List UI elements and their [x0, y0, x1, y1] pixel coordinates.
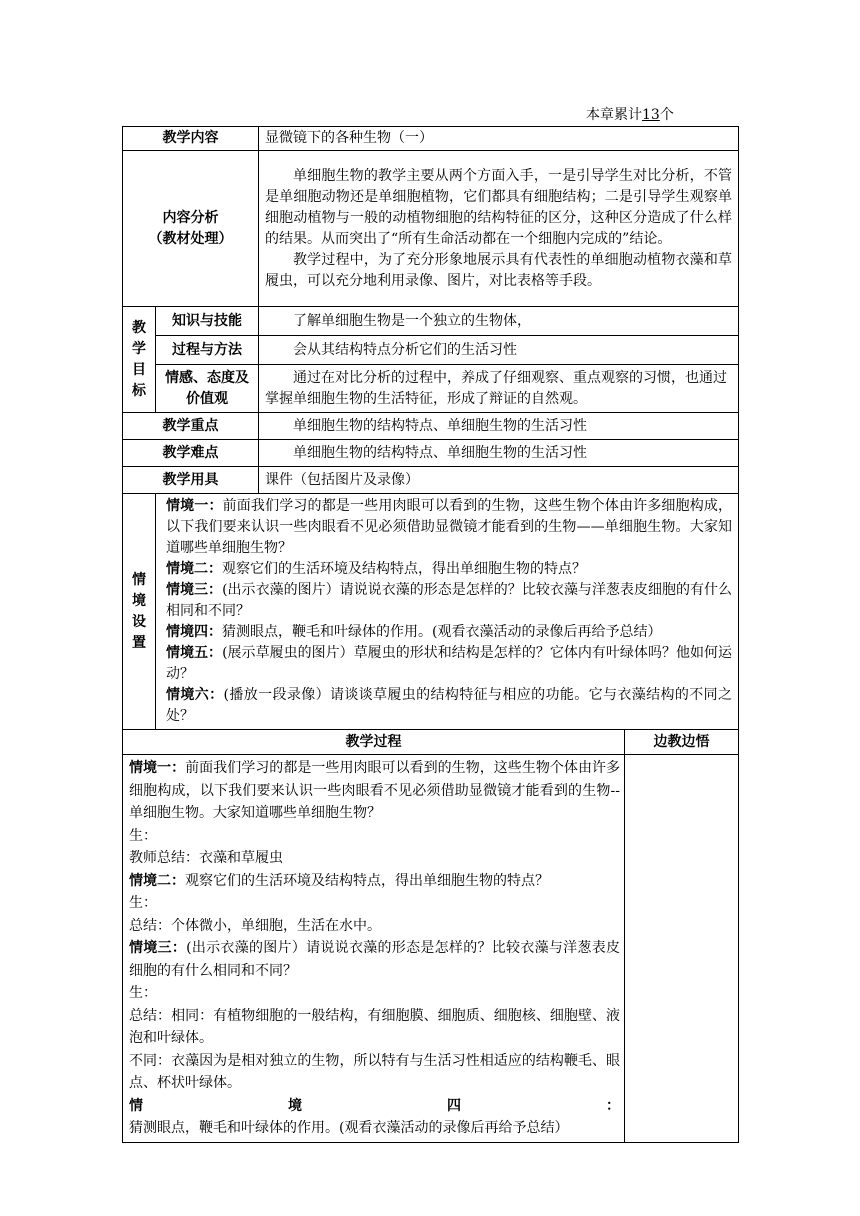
tools-row — [123, 467, 739, 494]
goal3-label-line2: 价值观 — [186, 390, 228, 407]
goal-row-knowledge — [123, 307, 739, 336]
goal3-value: 通过在对比分析的过程中，养成了仔细观察、重点观察的习惯，也通过掌握单细胞生物的生活特征，形成了辩证的自然观。 — [265, 369, 727, 407]
process-header-row — [123, 730, 739, 755]
process-label-1: 情境一： — [129, 760, 186, 776]
scenario-item-3 — [166, 580, 732, 622]
scenario-label-3: 情境三： — [166, 582, 223, 598]
scenario-text-4: 猜测眼点，鞭毛和叶绿体的作用。(观看衣藻活动的录像后再给予总结） — [222, 624, 662, 640]
scenario-side-label — [123, 494, 156, 730]
process-line-2 — [129, 825, 620, 848]
analysis-content — [259, 151, 739, 307]
goal-row-process — [123, 336, 739, 365]
content-value: 显微镜下的各种生物（一） — [259, 127, 739, 151]
process-label-4: 情境二： — [129, 872, 185, 889]
scenario-text-1: 前面我们学习的都是一些用肉眼可以看到的生物，这些生物个体由许多细胞构成，以下我们要来认识一些肉眼看不见必须借助显微镜才能看到的生物——单细胞生物。大家知道哪些单细胞生物？ — [166, 498, 733, 556]
goals-char-3: 目 — [132, 361, 146, 378]
analysis-label — [123, 151, 259, 307]
process-text-7: (出示衣藻的图片）请说说衣藻的形态是怎样的？比较衣藻与洋葱表皮细胞的有什么相同和不同？ — [129, 940, 620, 979]
analysis-label-line1: 内容分析 — [162, 209, 219, 226]
lesson-plan-table — [122, 126, 739, 1143]
scenario-item-6 — [166, 685, 732, 727]
goal3-label-line1: 情感、态度及 — [165, 369, 249, 386]
process-text-10: 不同：衣藻因为是相对独立的生物，所以特有与生活习性相适应的结构鞭毛、眼点、杯状叶绿体。 — [129, 1052, 620, 1091]
reflection-cell — [625, 755, 739, 1143]
process-line-10 — [129, 1050, 620, 1095]
scenario-text-5: (展示草履虫的图片）草履虫的形状和结构是怎样的？它体内有叶绿体吗？他如何运动？ — [166, 645, 733, 682]
process-text-5: 生： — [129, 895, 157, 911]
process-line-9 — [129, 1005, 620, 1050]
scenario-row — [123, 494, 739, 730]
analysis-row — [123, 151, 739, 307]
goal2-label: 过程与方法 — [156, 336, 259, 365]
goals-side-label — [123, 307, 156, 413]
process-text-4: 观察它们的生活环境及结构特点，得出单细胞生物的特点？ — [185, 872, 549, 889]
goal1-label: 知识与技能 — [156, 307, 259, 336]
scenario-label-1: 情境一： — [166, 498, 223, 514]
focus-row — [123, 413, 739, 440]
process-label-11: 情境四： — [129, 1097, 620, 1114]
difficulty-value: 单细胞生物的结构特点、单细胞生物的生活习性 — [293, 444, 587, 461]
process-line-6 — [129, 915, 620, 938]
scenario-char-1: 情 — [132, 571, 146, 588]
process-row — [123, 755, 739, 1143]
process-text-11: 猜测眼点，鞭毛和叶绿体的作用。(观看衣藻活动的录像后再给予总结） — [129, 1120, 569, 1136]
scenario-text-2: 观察它们的生活环境及结构特点，得出单细胞生物的特点？ — [222, 561, 586, 577]
goal3-label — [156, 365, 259, 413]
goal2-value: 会从其结构特点分析它们的生活习性 — [293, 341, 517, 358]
focus-value: 单细胞生物的结构特点、单细胞生物的生活习性 — [293, 417, 587, 434]
goal-row-emotion — [123, 365, 739, 413]
process-line-3 — [129, 847, 620, 870]
scenario-text-6: (播放一段录像）请谈谈草履虫的结构特征与相应的功能。它与衣藻结构的不同之处？ — [166, 687, 733, 724]
goals-char-1: 教 — [132, 319, 146, 336]
difficulty-label: 教学难点 — [123, 440, 259, 467]
scenario-label-5: 情境五： — [166, 645, 223, 661]
content-row — [123, 127, 739, 151]
scenario-item-4 — [166, 622, 732, 643]
process-line-11 — [129, 1095, 620, 1140]
scenario-char-3: 设 — [132, 613, 146, 630]
goal3-cell — [259, 365, 739, 413]
count-prefix: 本章累计 — [586, 107, 642, 123]
goals-char-4: 标 — [132, 382, 146, 399]
process-text-1: 前面我们学习的都是一些用肉眼可以看到的生物，这些生物个体由许多细胞构成，以下我们要来认识一些肉眼看不见必须借助显微镜才能看到的生物--单细胞生物。大家知道哪些单细胞生物？ — [129, 760, 621, 821]
goal1-cell — [259, 307, 739, 336]
goal2-cell — [259, 336, 739, 365]
focus-cell — [259, 413, 739, 440]
process-text-6: 总结：个体微小，单细胞，生活在水中。 — [129, 917, 381, 934]
analysis-paragraph-2: 教学过程中，为了充分形象地展示具有代表性的单细胞动植物衣藻和草履虫，可以充分地利用录像、图片，对比表格等手段。 — [265, 251, 733, 289]
process-line-1 — [129, 757, 620, 825]
scenario-label-2: 情境二： — [166, 561, 222, 577]
process-text-9: 总结：相同：有植物细胞的一般结构，有细胞膜、细胞质、细胞核、细胞壁、液泡和叶绿体。 — [129, 1007, 620, 1046]
count-suffix: 个 — [659, 107, 674, 123]
count-value: 13 — [642, 107, 660, 123]
process-text-3: 教师总结：衣藻和草履虫 — [129, 850, 283, 866]
process-content — [123, 755, 625, 1143]
scenario-item-5 — [166, 643, 732, 685]
focus-label: 教学重点 — [123, 413, 259, 440]
scenario-text-3: (出示衣藻的图片）请说说衣藻的形态是怎样的？比较衣藻与洋葱表皮细胞的有什么相同和不同？ — [166, 582, 733, 619]
scenario-item-1 — [166, 496, 732, 559]
difficulty-row — [123, 440, 739, 467]
reflection-header: 边教边悟 — [625, 730, 739, 755]
difficulty-cell — [259, 440, 739, 467]
scenario-char-2: 境 — [132, 592, 146, 609]
scenario-label-4: 情境四： — [166, 624, 222, 640]
scenario-char-4: 置 — [132, 634, 146, 651]
process-text-8: 生： — [129, 985, 157, 1001]
scenario-label-6: 情境六： — [166, 687, 224, 703]
tools-value: 课件（包括图片及录像） — [259, 467, 739, 494]
process-text-2: 生： — [129, 827, 157, 844]
process-line-7 — [129, 937, 620, 982]
content-label: 教学内容 — [123, 127, 259, 151]
goals-char-2: 学 — [132, 340, 146, 357]
process-header: 教学过程 — [123, 730, 625, 755]
scenario-item-2 — [166, 559, 732, 580]
process-line-4 — [129, 870, 620, 893]
process-line-5 — [129, 892, 620, 915]
scenario-content — [156, 494, 739, 730]
process-line-8 — [129, 982, 620, 1005]
chapter-count — [586, 104, 674, 124]
process-label-7: 情境三： — [129, 940, 187, 956]
analysis-label-line2: （教材处理） — [148, 230, 233, 247]
goal1-value: 了解单细胞生物是一个独立的生物体， — [293, 312, 531, 329]
analysis-paragraph-1: 单细胞生物的教学主要从两个方面入手，一是引导学生对比分析，不管是单细胞动物还是单细胞植物，它们都具有细胞结构；二是引导学生观察单细胞动植物与一般的动植物细胞的结构特征的区分，这种区分造成了什么样的结果。从而突出了“所有生命活动都在一个细胞内完成的”结论。 — [265, 167, 733, 247]
tools-label: 教学用具 — [123, 467, 259, 494]
